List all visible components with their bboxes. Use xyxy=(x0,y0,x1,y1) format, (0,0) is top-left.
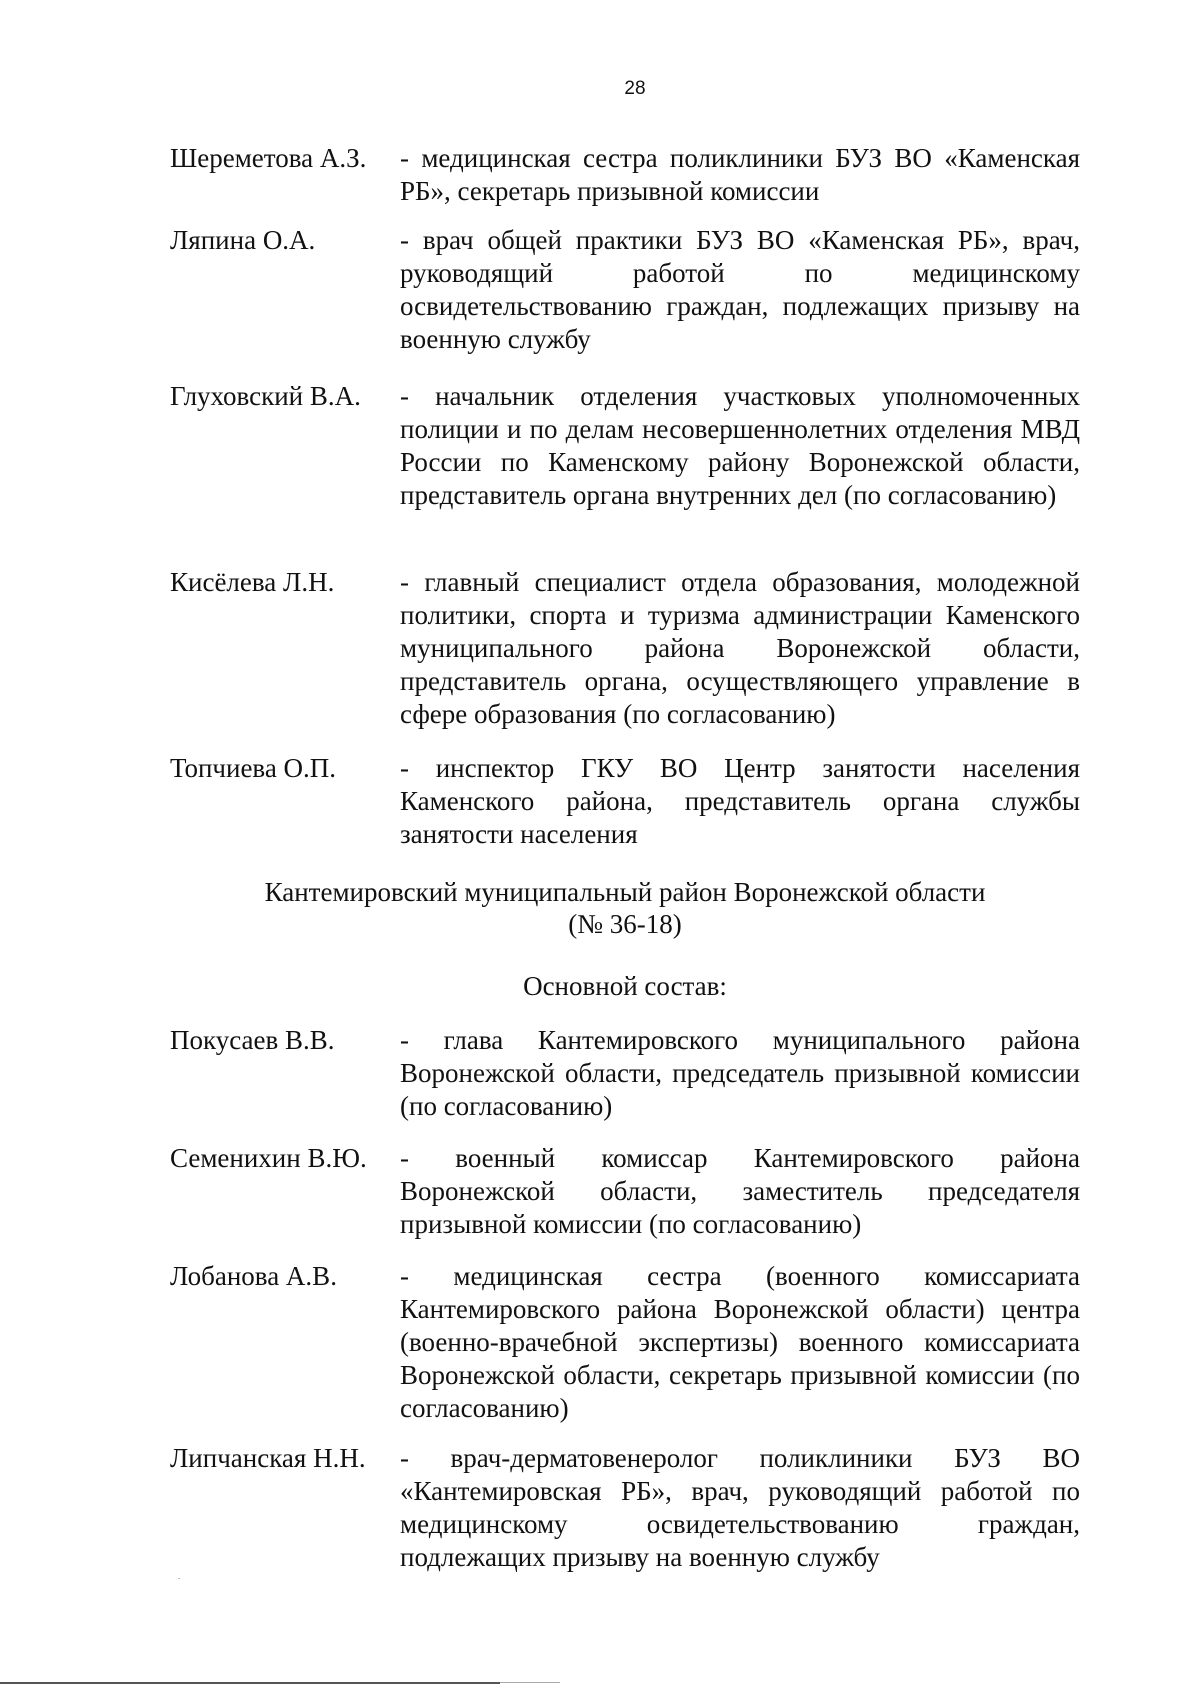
member-description: - медицинская сестра (военного комиссариата Кантемировского района Воронежской области) центра (военно-врачебной экспертизы) военного комиссариата Воронежской области, секретарь призывной комиссии (по согласованию) xyxy=(400,1261,1080,1423)
member-entry xyxy=(170,752,1080,851)
member-entry xyxy=(170,566,1080,731)
member-description: - глава Кантемировского муниципального района Воронежской области, председатель призывной комиссии (по согласованию) xyxy=(400,1025,1080,1121)
scan-edge-line-faint xyxy=(500,1682,560,1683)
member-entry xyxy=(170,1260,1080,1425)
member-description: - главный специалист отдела образования, молодежной политики, спорта и туризма администрации Каменского муниципального района Воронежской области, представитель органа, осуществляющего управление в сфере образования (по согласованию) xyxy=(400,567,1080,729)
member-name: Шереметова А.З. xyxy=(170,143,367,173)
member-entry xyxy=(170,224,1080,356)
member-description: - начальник отделения участковых уполномоченных полиции и по делам несовершеннолетних отделения МВД России по Каменскому району Воронежской области, представитель органа внутренних дел (по согласованию) xyxy=(400,381,1080,510)
member-description: - медицинская сестра поликлиники БУЗ ВО «Каменская РБ», секретарь призывной комиссии xyxy=(400,143,1080,206)
scan-edge-line xyxy=(0,1682,500,1684)
member-entry xyxy=(170,142,1080,208)
member-name: Липчанская Н.Н. xyxy=(170,1443,366,1473)
member-entry xyxy=(170,1024,1080,1123)
member-description: - врач-дерматовенеролог поликлиники БУЗ ВО «Кантемировская РБ», врач, руководящий работой по медицинскому освидетельствованию граждан, подлежащих призыву на военную службу xyxy=(400,1443,1080,1572)
member-entry xyxy=(170,380,1080,512)
member-entry xyxy=(170,1142,1080,1241)
member-name: Кисёлева Л.Н. xyxy=(170,567,335,597)
member-name: Ляпина О.А. xyxy=(170,225,316,255)
member-description: - врач общей практики БУЗ ВО «Каменская РБ», врач, руководящий работой по медицинскому освидетельствованию граждан, подлежащих призыву на военную службу xyxy=(400,225,1080,354)
member-entry xyxy=(170,1442,1080,1574)
member-description: - военный комиссар Кантемировского района Воронежской области, заместитель председателя призывной комиссии (по согласованию) xyxy=(400,1143,1080,1239)
member-name: Лобанова А.В. xyxy=(170,1261,337,1291)
page-number: 28 xyxy=(624,78,646,99)
member-name: Семенихин В.Ю. xyxy=(170,1143,367,1173)
member-name: Глуховский В.А. xyxy=(170,381,361,411)
section-title: Кантемировский муниципальный район Воронежской области xyxy=(264,877,986,907)
member-description: - инспектор ГКУ ВО Центр занятости населения Каменского района, представитель органа службы занятости населения xyxy=(400,753,1080,849)
member-name: Покусаев В.В. xyxy=(170,1025,335,1055)
section-number: (№ 36-18) xyxy=(568,909,682,939)
scan-speck xyxy=(178,1578,180,1579)
section-subtitle: Основной состав: xyxy=(523,971,727,1001)
member-name: Топчиева О.П. xyxy=(170,753,337,783)
